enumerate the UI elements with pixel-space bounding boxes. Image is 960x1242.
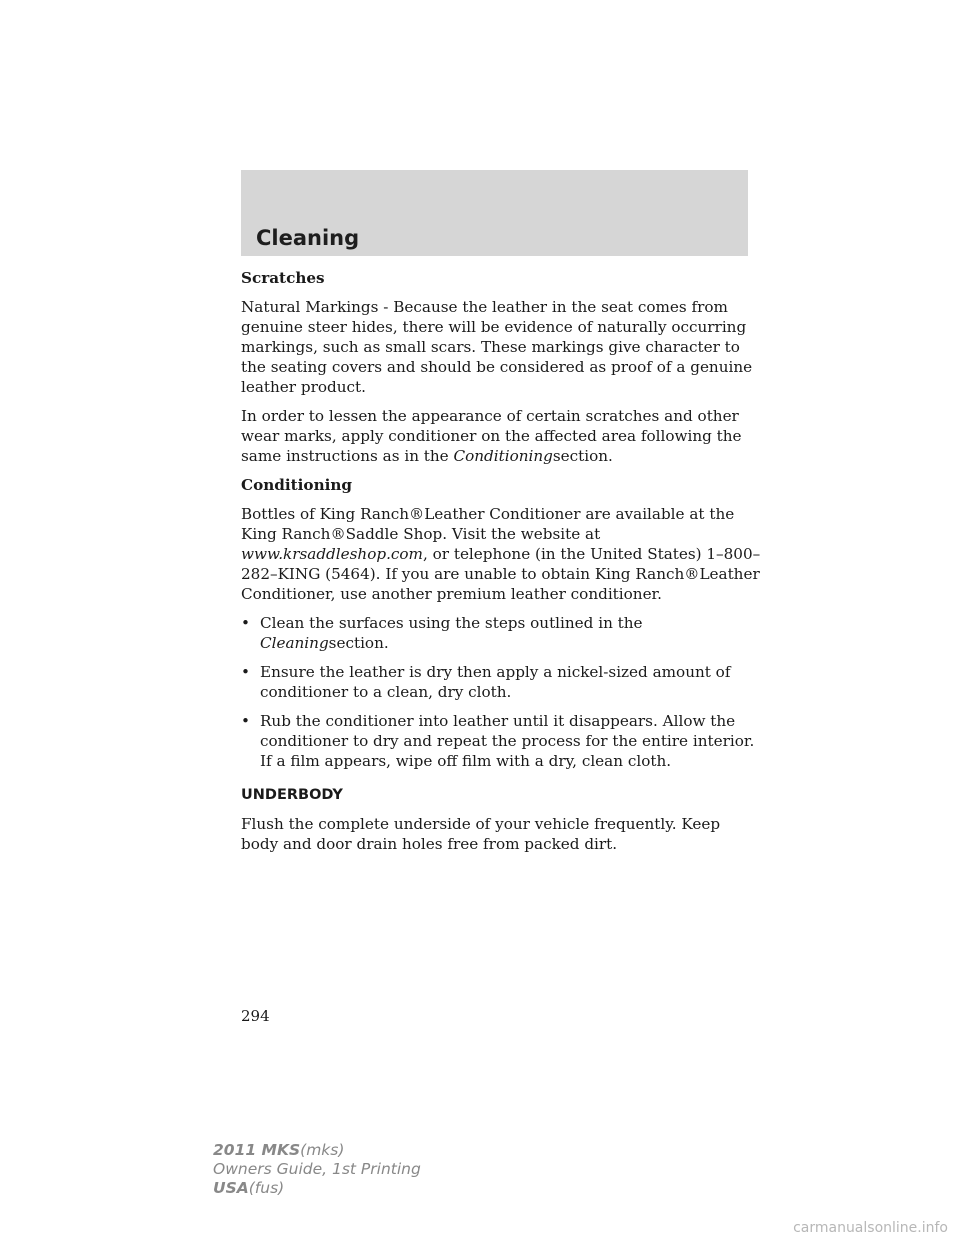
- bullet-icon: •: [241, 614, 250, 632]
- page-content: [241, 268, 761, 863]
- list-item: [241, 711, 761, 771]
- list-item-text: Rub the conditioner into leather until it disappears. Allow the conditioner to dry and repeat the process for the entire interior. If a film appears, wipe off film with a dry, clean cloth.: [260, 712, 755, 770]
- footer-market-code: (fus): [248, 1179, 285, 1197]
- document-footer: [213, 1141, 421, 1198]
- bullet-icon: •: [241, 663, 250, 681]
- section-header-band: [241, 170, 748, 256]
- list-item: [241, 613, 761, 653]
- conditioning-paragraph: [241, 504, 761, 604]
- footer-line-1: [213, 1141, 421, 1160]
- underbody-heading: UNDERBODY: [241, 787, 343, 803]
- section-title: Cleaning: [256, 226, 360, 250]
- scratches-paragraph-1: Natural Markings - Because the leather in the seat comes from genuine steer hides, there will be evidence of naturally occurring markings, such as small scars. These markings give character to the seating covers and should be considered as proof of a genuine leather product.: [241, 298, 753, 396]
- watermark: carmanualsonline.info: [793, 1220, 948, 1236]
- conditioning-reference: Conditioning: [453, 447, 553, 465]
- scratches-paragraph-2: [241, 406, 761, 466]
- scratches-paragraph-2-end: section.: [552, 447, 613, 465]
- bullet-icon: •: [241, 712, 250, 730]
- footer-model-code: (mks): [300, 1141, 345, 1159]
- page-number: 294: [241, 1007, 270, 1025]
- footer-market: USA: [213, 1179, 249, 1197]
- conditioning-steps-list: [241, 613, 761, 771]
- list-item: [241, 662, 761, 702]
- conditioning-heading: Conditioning: [241, 476, 353, 494]
- list-item-text: Ensure the leather is dry then apply a nickel-sized amount of conditioner to a clean, dry cloth.: [260, 663, 731, 701]
- scratches-paragraph-2-text: In order to lessen the appearance of certain scratches and other wear marks, apply conditioner on the affected area following the same instructions as in the: [241, 407, 742, 465]
- underbody-paragraph: Flush the complete underside of your vehicle frequently. Keep body and door drain holes free from packed dirt.: [241, 815, 721, 853]
- list-item-text-end: section.: [328, 634, 389, 652]
- conditioning-paragraph-text-b: , or telephone (in the United States) 1–800–282–KING (5464). If you are unable to obtain King Ranch®Leather Conditioner, use another premium leather conditioner.: [241, 545, 761, 603]
- footer-line-3: [213, 1179, 421, 1198]
- list-item-text: Clean the surfaces using the steps outlined in the: [260, 614, 643, 632]
- conditioning-paragraph-text-a: Bottles of King Ranch®Leather Conditioner are available at the King Ranch®Saddle Shop. Visit the website at: [241, 505, 735, 543]
- scratches-heading: Scratches: [241, 269, 325, 287]
- cleaning-reference: Cleaning: [260, 634, 329, 652]
- footer-model: 2011 MKS: [213, 1141, 301, 1159]
- footer-line-2: Owners Guide, 1st Printing: [213, 1160, 421, 1178]
- website-url: www.krsaddleshop.com: [241, 545, 423, 563]
